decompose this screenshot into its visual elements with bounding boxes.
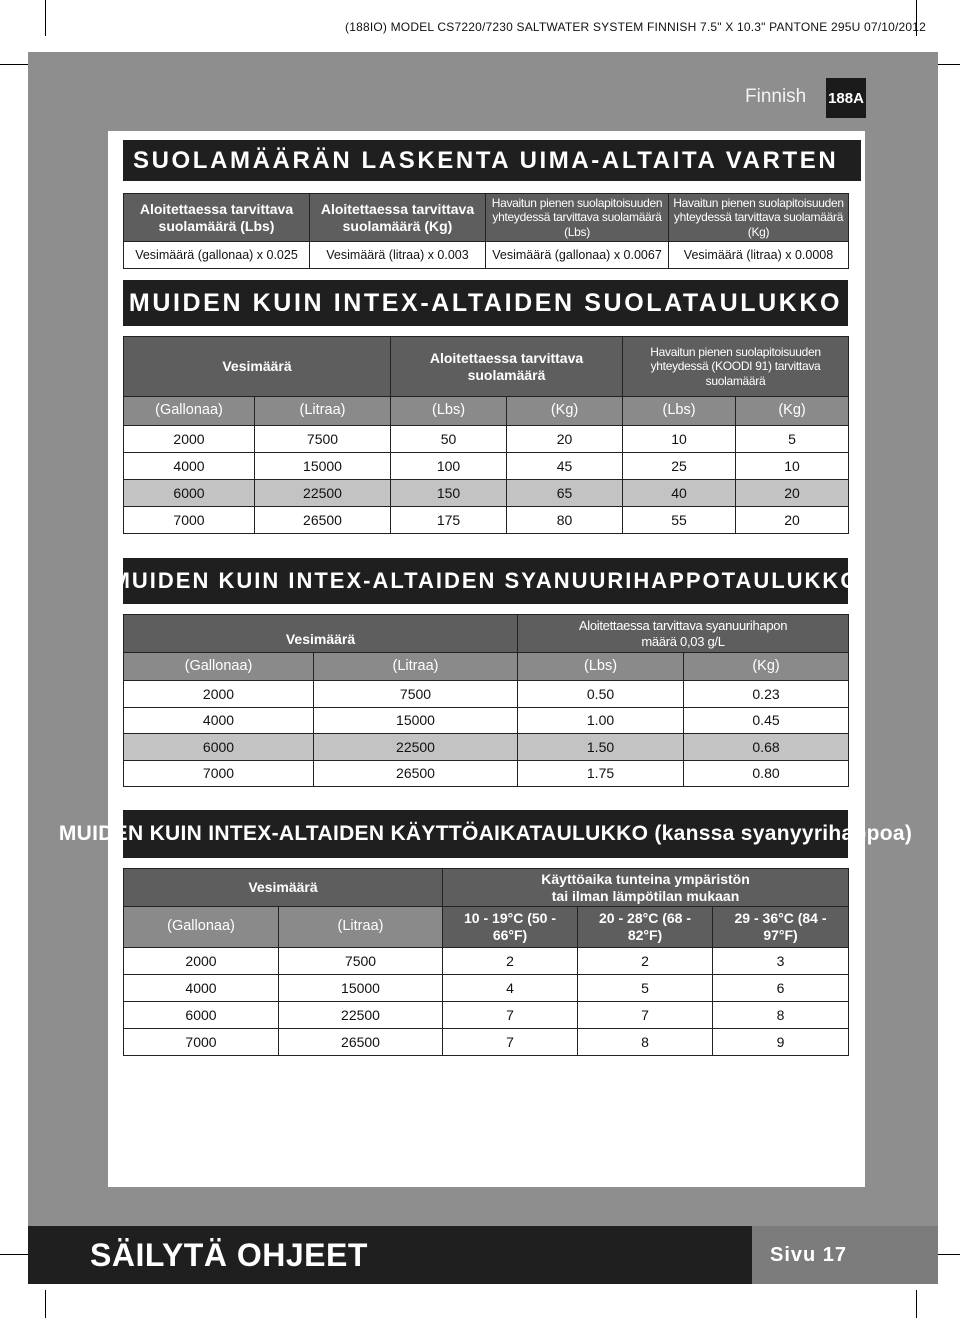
print-info: (188IO) MODEL CS7220/7230 SALTWATER SYSTEM FINNISH 7.5" X 10.3" PANTONE 295U 07/10/2012	[345, 20, 927, 34]
table-cell: 65	[507, 480, 623, 507]
cyanuric-header-volume: Vesimäärä	[124, 615, 518, 653]
table-cell: 6000	[124, 480, 255, 507]
table-row	[124, 708, 849, 734]
salt-table-title: MUIDEN KUIN INTEX-ALTAIDEN SUOLATAULUKKO	[123, 280, 848, 326]
table-cell: 26500	[279, 1029, 443, 1056]
runtime-table	[123, 868, 849, 1056]
formula-header-startup-kg: Aloitettaessa tarvittava suolamäärä (Kg)	[310, 194, 486, 242]
table-cell: 0.23	[684, 681, 849, 708]
table-cell: 7500	[255, 426, 391, 453]
table-cell: 8	[713, 1002, 849, 1029]
cyanuric-subheader: (Lbs)	[518, 653, 684, 681]
cyanuric-subheader: (Kg)	[684, 653, 849, 681]
table-cell: 15000	[279, 975, 443, 1002]
table-cell: 4000	[124, 453, 255, 480]
table-cell: 6000	[124, 734, 314, 761]
table-cell: 0.50	[518, 681, 684, 708]
table-row	[124, 975, 849, 1002]
cyanuric-subheader: (Litraa)	[314, 653, 518, 681]
runtime-table-title: MUIDEN KUIN INTEX-ALTAIDEN KÄYTTÖAIKATAULUKKO (kanssa syanyyrihappoa)	[123, 810, 848, 858]
table-row	[124, 480, 849, 507]
salt-formula-table	[123, 193, 849, 269]
cyanuric-table	[123, 614, 849, 787]
table-cell: 2	[443, 948, 578, 975]
cyanuric-header-acid: Aloitettaessa tarvittava syanuurihapon määrä 0,03 g/L	[518, 615, 849, 653]
salt-header-volume: Vesimäärä	[124, 337, 391, 397]
table-cell: 40	[623, 480, 736, 507]
table-row	[124, 1029, 849, 1056]
salt-subheader: (Gallonaa)	[124, 397, 255, 426]
cyanuric-subheader: (Gallonaa)	[124, 653, 314, 681]
language-code-badge: 188A	[826, 78, 866, 118]
table-cell: 26500	[314, 761, 518, 787]
formula-startup-kg: Vesimäärä (litraa) x 0.003	[310, 242, 486, 269]
table-cell: 2000	[124, 948, 279, 975]
table-cell: 1.50	[518, 734, 684, 761]
table-cell: 9	[713, 1029, 849, 1056]
salt-subheader: (Lbs)	[391, 397, 507, 426]
table-row	[124, 453, 849, 480]
table-cell: 15000	[314, 708, 518, 734]
table-cell: 2	[578, 948, 713, 975]
table-cell: 7000	[124, 1029, 279, 1056]
runtime-subheader: (Litraa)	[279, 907, 443, 948]
table-cell: 2000	[124, 681, 314, 708]
table-cell: 6000	[124, 1002, 279, 1029]
salt-subheader: (Lbs)	[623, 397, 736, 426]
crop-mark	[0, 1254, 30, 1255]
table-cell: 7500	[314, 681, 518, 708]
salt-subheader: (Litraa)	[255, 397, 391, 426]
formula-header-low-lbs: Havaitun pienen suolapitoisuuden yhteydessä tarvittava suolamäärä (Lbs)	[486, 194, 669, 242]
table-cell: 55	[623, 507, 736, 534]
table-cell: 10	[736, 453, 849, 480]
salt-subheader: (Kg)	[736, 397, 849, 426]
crop-mark	[0, 64, 30, 65]
table-cell: 50	[391, 426, 507, 453]
salt-calc-title: SUOLAMÄÄRÄN LASKENTA UIMA-ALTAITA VARTEN	[123, 140, 861, 181]
formula-header-startup-lbs: Aloitettaessa tarvittava suolamäärä (Lbs)	[124, 194, 310, 242]
formula-low-lbs: Vesimäärä (gallonaa) x 0.0067	[486, 242, 669, 269]
table-cell: 22500	[279, 1002, 443, 1029]
table-cell: 15000	[255, 453, 391, 480]
table-cell: 45	[507, 453, 623, 480]
runtime-temp-range-1: 10 - 19°C (50 - 66°F)	[443, 907, 578, 948]
table-cell: 4000	[124, 708, 314, 734]
page-number: Sivu 17	[752, 1226, 938, 1284]
formula-startup-lbs: Vesimäärä (gallonaa) x 0.025	[124, 242, 310, 269]
table-cell: 5	[578, 975, 713, 1002]
table-cell: 7	[578, 1002, 713, 1029]
salt-table	[123, 336, 849, 534]
table-cell: 0.80	[684, 761, 849, 787]
table-cell: 150	[391, 480, 507, 507]
table-cell: 4	[443, 975, 578, 1002]
crop-mark	[45, 0, 46, 36]
salt-header-low: Havaitun pienen suolapitoisuuden yhteydessä (KOODI 91) tarvittava suolamäärä	[623, 337, 849, 397]
formula-header-low-kg: Havaitun pienen suolapitoisuuden yhteydessä tarvittava suolamäärä (Kg)	[669, 194, 849, 242]
table-cell: 7500	[279, 948, 443, 975]
table-cell: 1.75	[518, 761, 684, 787]
table-cell: 20	[507, 426, 623, 453]
table-cell: 10	[623, 426, 736, 453]
table-row	[124, 761, 849, 787]
table-cell: 25	[623, 453, 736, 480]
table-cell: 5	[736, 426, 849, 453]
crop-mark	[916, 1290, 917, 1318]
footer-save-instructions: SÄILYTÄ OHJEET	[28, 1226, 752, 1284]
table-row	[124, 681, 849, 708]
table-cell: 2000	[124, 426, 255, 453]
table-row	[124, 734, 849, 761]
table-cell: 1.00	[518, 708, 684, 734]
runtime-temp-range-3: 29 - 36°C (84 - 97°F)	[713, 907, 849, 948]
language-label: Finnish	[745, 86, 807, 107]
formula-low-kg: Vesimäärä (litraa) x 0.0008	[669, 242, 849, 269]
table-cell: 26500	[255, 507, 391, 534]
runtime-subheader: (Gallonaa)	[124, 907, 279, 948]
table-cell: 8	[578, 1029, 713, 1056]
table-cell: 100	[391, 453, 507, 480]
salt-subheader: (Kg)	[507, 397, 623, 426]
salt-header-startup: Aloitettaessa tarvittava suolamäärä	[391, 337, 623, 397]
table-cell: 22500	[314, 734, 518, 761]
table-row	[124, 948, 849, 975]
cyanuric-table-title: MUIDEN KUIN INTEX-ALTAIDEN SYANUURIHAPPOTAULUKKO	[123, 558, 848, 604]
table-cell: 4000	[124, 975, 279, 1002]
runtime-header-hours: Käyttöaika tunteina ympäristön tai ilman lämpötilan mukaan	[443, 869, 849, 907]
table-row	[124, 426, 849, 453]
table-cell: 0.45	[684, 708, 849, 734]
table-row	[124, 1002, 849, 1029]
table-cell: 20	[736, 507, 849, 534]
table-cell: 0.68	[684, 734, 849, 761]
runtime-header-volume: Vesimäärä	[124, 869, 443, 907]
runtime-temp-range-2: 20 - 28°C (68 - 82°F)	[578, 907, 713, 948]
table-cell: 7000	[124, 507, 255, 534]
table-cell: 7000	[124, 761, 314, 787]
table-row	[124, 507, 849, 534]
table-cell: 7	[443, 1029, 578, 1056]
table-cell: 3	[713, 948, 849, 975]
table-cell: 175	[391, 507, 507, 534]
table-cell: 80	[507, 507, 623, 534]
table-cell: 20	[736, 480, 849, 507]
crop-mark	[45, 1290, 46, 1318]
table-cell: 6	[713, 975, 849, 1002]
table-cell: 7	[443, 1002, 578, 1029]
table-cell: 22500	[255, 480, 391, 507]
